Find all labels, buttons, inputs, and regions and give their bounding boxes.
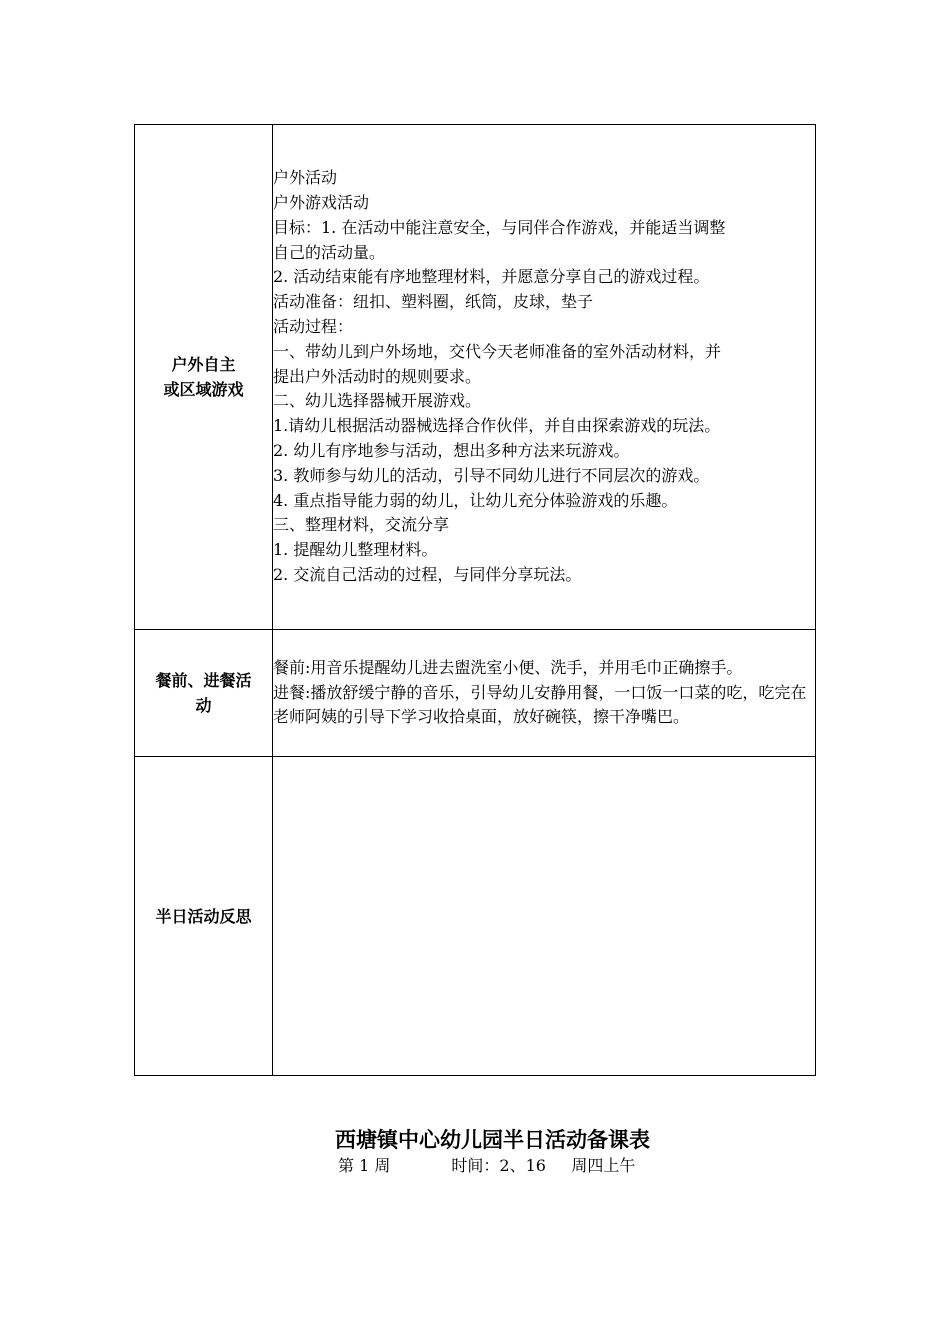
table-row <box>135 630 816 757</box>
lesson-plan-table <box>134 124 816 1076</box>
page-title: 西塘镇中心幼儿园半日活动备课表 <box>335 1128 650 1152</box>
day-label: 周四上午 <box>571 1156 636 1175</box>
content-line: 提出户外活动时的规则要求。 <box>273 366 482 386</box>
content-line: 一、带幼儿到户外场地，交代今天老师准备的室外活动材料，并 <box>273 341 722 361</box>
table-row <box>135 757 816 1076</box>
content-paragraph: 进餐:播放舒缓宁静的音乐，引导幼儿安静用餐，一口饭一口菜的吃，吃完在老师阿姨的引导下学习收拾桌面，放好碗筷，擦干净嘴巴。 <box>273 682 807 727</box>
table-row <box>135 125 816 630</box>
content-line: 4. 重点指导能力弱的幼儿，让幼儿充分体验游戏的乐趣。 <box>273 490 678 510</box>
content-line: 2. 交流自己活动的过程，与同伴分享玩法。 <box>273 564 582 584</box>
content-line: 三、整理材料，交流分享 <box>273 515 450 535</box>
week-label: 第 1 周 <box>338 1156 391 1175</box>
row-content-reflection <box>273 757 816 1076</box>
content-line: 自己的活动量。 <box>273 242 386 262</box>
content-line: 活动过程： <box>273 317 354 336</box>
time-label: 时间：2、16 <box>451 1156 546 1175</box>
content-line: 户外游戏活动 <box>273 193 370 213</box>
row-label-line: 餐前、进餐活 <box>155 671 252 690</box>
content-line: 活动准备：纽扣、塑料圈，纸筒，皮球，垫子 <box>273 292 594 312</box>
row-content-meal <box>273 630 816 757</box>
content-line: 2. 活动结束能有序地整理材料，并愿意分享自己的游戏过程。 <box>273 267 710 287</box>
row-label-line: 或区域游戏 <box>163 380 244 399</box>
row-label-line: 动 <box>195 696 212 715</box>
row-content-outdoor <box>273 125 816 630</box>
row-label-meal <box>135 630 273 757</box>
content-line: 2. 幼儿有序地参与活动，想出多种方法来玩游戏。 <box>273 440 630 460</box>
row-label-outdoor <box>135 125 273 630</box>
content-line: 户外活动 <box>273 168 338 188</box>
content-line: 目标：1. 在活动中能注意安全，与同伴合作游戏，并能适当调整 <box>273 217 726 237</box>
content-line: 1.请幼儿根据活动器械选择合作伙伴，并自由探索游戏的玩法。 <box>273 416 721 436</box>
content-line: 3. 教师参与幼儿的活动，引导不同幼儿进行不同层次的游戏。 <box>273 465 710 485</box>
row-label-line: 半日活动反思 <box>155 906 252 926</box>
row-label-line: 户外自主 <box>171 355 236 374</box>
row-label-reflection <box>135 757 273 1076</box>
schedule-info <box>338 1153 635 1176</box>
content-line: 二、幼儿选择器械开展游戏。 <box>273 391 482 411</box>
content-paragraph: 餐前:用音乐提醒幼儿进去盥洗室小便、洗手，并用毛巾正确擦手。 <box>273 657 743 677</box>
content-line: 1. 提醒幼儿整理材料。 <box>273 540 438 560</box>
